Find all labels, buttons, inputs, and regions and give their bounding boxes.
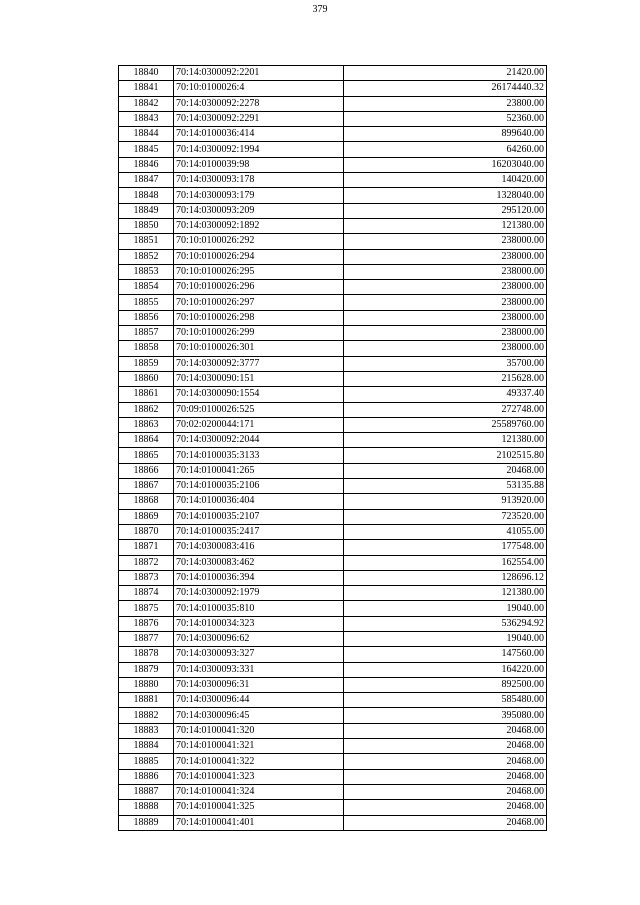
value-cell: 121380.00 xyxy=(344,218,547,233)
table-row xyxy=(119,81,547,96)
cadastral-number-cell: 70:14:0300090:1554 xyxy=(174,387,344,402)
value-cell: 19040.00 xyxy=(344,601,547,616)
table-row xyxy=(119,570,547,585)
cadastral-number-cell: 70:14:0100035:2417 xyxy=(174,524,344,539)
value-cell: 2102515.80 xyxy=(344,448,547,463)
row-number-cell: 18870 xyxy=(119,524,174,539)
table-row xyxy=(119,387,547,402)
value-cell: 1328040.00 xyxy=(344,188,547,203)
cadastral-number-cell: 70:14:0300093:178 xyxy=(174,173,344,188)
row-number-cell: 18865 xyxy=(119,448,174,463)
cadastral-number-cell: 70:10:0100026:292 xyxy=(174,234,344,249)
row-number-cell: 18859 xyxy=(119,356,174,371)
value-cell: 20468.00 xyxy=(344,815,547,830)
table-row xyxy=(119,463,547,478)
table-row xyxy=(119,616,547,631)
cadastral-number-cell: 70:14:0300090:151 xyxy=(174,371,344,386)
table-row xyxy=(119,234,547,249)
row-number-cell: 18866 xyxy=(119,463,174,478)
table-row xyxy=(119,784,547,799)
row-number-cell: 18881 xyxy=(119,693,174,708)
row-number-cell: 18887 xyxy=(119,784,174,799)
row-number-cell: 18841 xyxy=(119,81,174,96)
row-number-cell: 18867 xyxy=(119,479,174,494)
cadastral-number-cell: 70:14:0300093:179 xyxy=(174,188,344,203)
cadastral-number-cell: 70:14:0100036:394 xyxy=(174,570,344,585)
value-cell: 238000.00 xyxy=(344,249,547,264)
value-cell: 20468.00 xyxy=(344,723,547,738)
table-row xyxy=(119,754,547,769)
cadastral-number-cell: 70:14:0100036:404 xyxy=(174,494,344,509)
value-cell: 20468.00 xyxy=(344,463,547,478)
row-number-cell: 18888 xyxy=(119,800,174,815)
value-cell: 395080.00 xyxy=(344,708,547,723)
value-cell: 238000.00 xyxy=(344,310,547,325)
cadastral-number-cell: 70:14:0100041:325 xyxy=(174,800,344,815)
value-cell: 128696.12 xyxy=(344,570,547,585)
value-cell: 238000.00 xyxy=(344,341,547,356)
cadastral-number-cell: 70:14:0100041:324 xyxy=(174,784,344,799)
row-number-cell: 18874 xyxy=(119,586,174,601)
value-cell: 147560.00 xyxy=(344,647,547,662)
row-number-cell: 18886 xyxy=(119,769,174,784)
table-row xyxy=(119,142,547,157)
value-cell: 238000.00 xyxy=(344,295,547,310)
value-cell: 121380.00 xyxy=(344,433,547,448)
table-row xyxy=(119,371,547,386)
table-row xyxy=(119,341,547,356)
value-cell: 899640.00 xyxy=(344,127,547,142)
cadastral-number-cell: 70:14:0100039:98 xyxy=(174,157,344,172)
row-number-cell: 18878 xyxy=(119,647,174,662)
value-cell: 20468.00 xyxy=(344,800,547,815)
registry-table-body xyxy=(119,66,547,831)
cadastral-number-cell: 70:14:0100035:3133 xyxy=(174,448,344,463)
cadastral-number-cell: 70:14:0100034:323 xyxy=(174,616,344,631)
cadastral-number-cell: 70:10:0100026:294 xyxy=(174,249,344,264)
value-cell: 41055.00 xyxy=(344,524,547,539)
row-number-cell: 18883 xyxy=(119,723,174,738)
cadastral-number-cell: 70:14:0300092:3777 xyxy=(174,356,344,371)
value-cell: 238000.00 xyxy=(344,326,547,341)
value-cell: 892500.00 xyxy=(344,677,547,692)
row-number-cell: 18876 xyxy=(119,616,174,631)
value-cell: 177548.00 xyxy=(344,540,547,555)
row-number-cell: 18860 xyxy=(119,371,174,386)
cadastral-number-cell: 70:10:0100026:297 xyxy=(174,295,344,310)
value-cell: 25589760.00 xyxy=(344,417,547,432)
value-cell: 723520.00 xyxy=(344,509,547,524)
value-cell: 23800.00 xyxy=(344,96,547,111)
value-cell: 52360.00 xyxy=(344,111,547,126)
table-row xyxy=(119,310,547,325)
cadastral-number-cell: 70:14:0300092:1892 xyxy=(174,218,344,233)
cadastral-number-cell: 70:14:0100036:414 xyxy=(174,127,344,142)
value-cell: 20468.00 xyxy=(344,739,547,754)
table-row xyxy=(119,203,547,218)
row-number-cell: 18872 xyxy=(119,555,174,570)
row-number-cell: 18857 xyxy=(119,326,174,341)
value-cell: 53135.88 xyxy=(344,479,547,494)
row-number-cell: 18868 xyxy=(119,494,174,509)
row-number-cell: 18854 xyxy=(119,280,174,295)
value-cell: 272748.00 xyxy=(344,402,547,417)
table-row xyxy=(119,723,547,738)
cadastral-number-cell: 70:10:0100026:4 xyxy=(174,81,344,96)
row-number-cell: 18862 xyxy=(119,402,174,417)
value-cell: 585480.00 xyxy=(344,693,547,708)
table-row xyxy=(119,586,547,601)
cadastral-number-cell: 70:14:0100041:323 xyxy=(174,769,344,784)
table-row xyxy=(119,708,547,723)
table-row xyxy=(119,280,547,295)
table-row xyxy=(119,249,547,264)
cadastral-number-cell: 70:09:0100026:525 xyxy=(174,402,344,417)
cadastral-number-cell: 70:14:0100041:265 xyxy=(174,463,344,478)
row-number-cell: 18861 xyxy=(119,387,174,402)
value-cell: 20468.00 xyxy=(344,754,547,769)
value-cell: 121380.00 xyxy=(344,586,547,601)
table-row xyxy=(119,448,547,463)
table-row xyxy=(119,218,547,233)
cadastral-number-cell: 70:14:0300092:2201 xyxy=(174,66,344,81)
table-row xyxy=(119,494,547,509)
table-row xyxy=(119,479,547,494)
registry-table xyxy=(118,65,547,831)
table-row xyxy=(119,356,547,371)
row-number-cell: 18853 xyxy=(119,264,174,279)
cadastral-number-cell: 70:10:0100026:301 xyxy=(174,341,344,356)
table-row xyxy=(119,326,547,341)
cadastral-number-cell: 70:14:0100035:810 xyxy=(174,601,344,616)
value-cell: 164220.00 xyxy=(344,662,547,677)
row-number-cell: 18851 xyxy=(119,234,174,249)
cadastral-number-cell: 70:14:0100035:2107 xyxy=(174,509,344,524)
cadastral-number-cell: 70:14:0300092:2291 xyxy=(174,111,344,126)
cadastral-number-cell: 70:14:0300092:2044 xyxy=(174,433,344,448)
value-cell: 140420.00 xyxy=(344,173,547,188)
value-cell: 16203040.00 xyxy=(344,157,547,172)
cadastral-number-cell: 70:02:0200044:171 xyxy=(174,417,344,432)
cadastral-number-cell: 70:14:0300092:2278 xyxy=(174,96,344,111)
table-row xyxy=(119,433,547,448)
value-cell: 49337.40 xyxy=(344,387,547,402)
value-cell: 20468.00 xyxy=(344,784,547,799)
cadastral-number-cell: 70:14:0300093:327 xyxy=(174,647,344,662)
row-number-cell: 18875 xyxy=(119,601,174,616)
table-row xyxy=(119,157,547,172)
value-cell: 238000.00 xyxy=(344,280,547,295)
table-row xyxy=(119,677,547,692)
row-number-cell: 18889 xyxy=(119,815,174,830)
row-number-cell: 18846 xyxy=(119,157,174,172)
cadastral-number-cell: 70:14:0100041:320 xyxy=(174,723,344,738)
table-row xyxy=(119,800,547,815)
row-number-cell: 18850 xyxy=(119,218,174,233)
cadastral-number-cell: 70:10:0100026:298 xyxy=(174,310,344,325)
table-row xyxy=(119,631,547,646)
cadastral-number-cell: 70:14:0300096:45 xyxy=(174,708,344,723)
cadastral-number-cell: 70:10:0100026:295 xyxy=(174,264,344,279)
row-number-cell: 18879 xyxy=(119,662,174,677)
cadastral-number-cell: 70:14:0300092:1994 xyxy=(174,142,344,157)
value-cell: 238000.00 xyxy=(344,234,547,249)
cadastral-number-cell: 70:10:0100026:296 xyxy=(174,280,344,295)
row-number-cell: 18847 xyxy=(119,173,174,188)
value-cell: 26174440.32 xyxy=(344,81,547,96)
table-row xyxy=(119,647,547,662)
value-cell: 64260.00 xyxy=(344,142,547,157)
cadastral-number-cell: 70:10:0100026:299 xyxy=(174,326,344,341)
cadastral-number-cell: 70:14:0300093:209 xyxy=(174,203,344,218)
cadastral-number-cell: 70:14:0100041:322 xyxy=(174,754,344,769)
value-cell: 162554.00 xyxy=(344,555,547,570)
page-number: 379 xyxy=(312,4,328,15)
cadastral-number-cell: 70:14:0100041:321 xyxy=(174,739,344,754)
table-row xyxy=(119,509,547,524)
cadastral-number-cell: 70:14:0300093:331 xyxy=(174,662,344,677)
cadastral-number-cell: 70:14:0100041:401 xyxy=(174,815,344,830)
cadastral-number-cell: 70:14:0300096:31 xyxy=(174,677,344,692)
row-number-cell: 18842 xyxy=(119,96,174,111)
value-cell: 536294.92 xyxy=(344,616,547,631)
cadastral-number-cell: 70:14:0300083:416 xyxy=(174,540,344,555)
cadastral-number-cell: 70:14:0300096:62 xyxy=(174,631,344,646)
row-number-cell: 18864 xyxy=(119,433,174,448)
table-row xyxy=(119,173,547,188)
value-cell: 295120.00 xyxy=(344,203,547,218)
row-number-cell: 18880 xyxy=(119,677,174,692)
value-cell: 19040.00 xyxy=(344,631,547,646)
cadastral-number-cell: 70:14:0300083:462 xyxy=(174,555,344,570)
row-number-cell: 18858 xyxy=(119,341,174,356)
row-number-cell: 18849 xyxy=(119,203,174,218)
table-row xyxy=(119,111,547,126)
value-cell: 35700.00 xyxy=(344,356,547,371)
row-number-cell: 18844 xyxy=(119,127,174,142)
table-row xyxy=(119,739,547,754)
table-row xyxy=(119,127,547,142)
table-row xyxy=(119,96,547,111)
value-cell: 215628.00 xyxy=(344,371,547,386)
table-row xyxy=(119,295,547,310)
row-number-cell: 18845 xyxy=(119,142,174,157)
row-number-cell: 18877 xyxy=(119,631,174,646)
table-row xyxy=(119,417,547,432)
value-cell: 238000.00 xyxy=(344,264,547,279)
table-row xyxy=(119,264,547,279)
table-row xyxy=(119,188,547,203)
row-number-cell: 18855 xyxy=(119,295,174,310)
table-row xyxy=(119,601,547,616)
row-number-cell: 18843 xyxy=(119,111,174,126)
row-number-cell: 18863 xyxy=(119,417,174,432)
row-number-cell: 18869 xyxy=(119,509,174,524)
cadastral-number-cell: 70:14:0100035:2106 xyxy=(174,479,344,494)
value-cell: 913920.00 xyxy=(344,494,547,509)
row-number-cell: 18882 xyxy=(119,708,174,723)
table-row xyxy=(119,540,547,555)
table-row xyxy=(119,815,547,830)
row-number-cell: 18856 xyxy=(119,310,174,325)
row-number-cell: 18884 xyxy=(119,739,174,754)
row-number-cell: 18885 xyxy=(119,754,174,769)
table-row xyxy=(119,693,547,708)
row-number-cell: 18852 xyxy=(119,249,174,264)
value-cell: 21420.00 xyxy=(344,66,547,81)
table-row xyxy=(119,662,547,677)
table-row xyxy=(119,524,547,539)
row-number-cell: 18873 xyxy=(119,570,174,585)
row-number-cell: 18840 xyxy=(119,66,174,81)
row-number-cell: 18871 xyxy=(119,540,174,555)
cadastral-number-cell: 70:14:0300092:1979 xyxy=(174,586,344,601)
cadastral-number-cell: 70:14:0300096:44 xyxy=(174,693,344,708)
table-row xyxy=(119,769,547,784)
row-number-cell: 18848 xyxy=(119,188,174,203)
table-row xyxy=(119,402,547,417)
table-row xyxy=(119,555,547,570)
table-row xyxy=(119,66,547,81)
value-cell: 20468.00 xyxy=(344,769,547,784)
